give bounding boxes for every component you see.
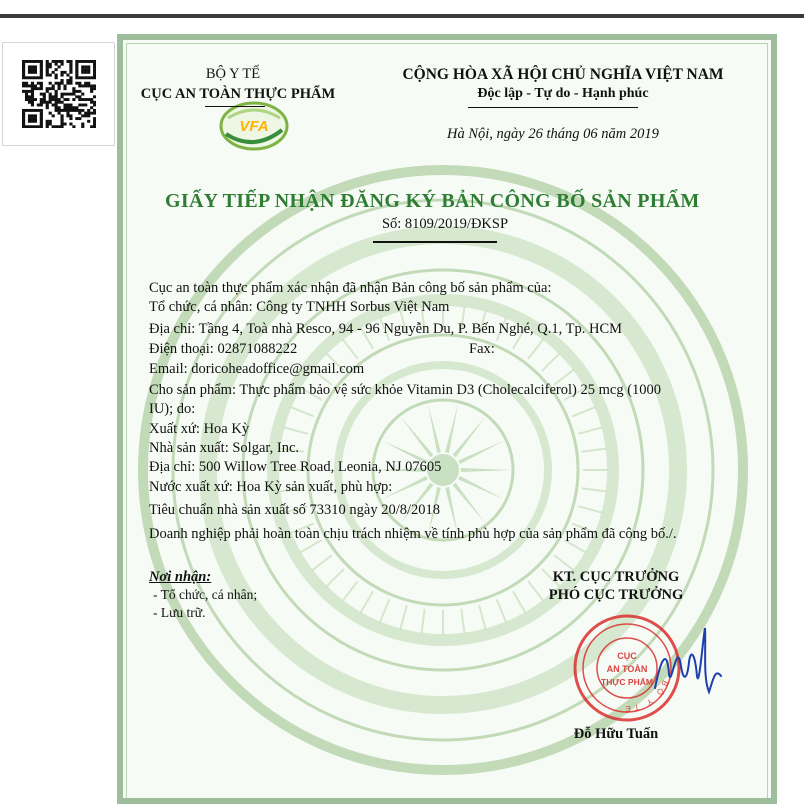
standard-line: Tiêu chuẩn nhà sản xuất số 73310 ngày 20/8/2018 (149, 502, 441, 518)
signer-title-2: PHÓ CỤC TRƯỞNG (548, 587, 684, 603)
manufacturer-line: Nhà sản xuất: Solgar, Inc. (149, 440, 300, 456)
nation-name: CỘNG HÒA XÃ HỘI CHỦ NGHĨA VIỆT NAM (402, 66, 724, 83)
export-country-line: Nước xuất xứ: Hoa Kỳ sản xuất, phù hợp: (149, 479, 393, 495)
stamp-ring-text: BỘ Y TẾ (622, 678, 670, 714)
document-title: GIẤY TIẾP NHẬN ĐĂNG KÝ BẢN CÔNG BỐ SẢN PHẨM (165, 190, 700, 212)
right-header-rule (468, 107, 638, 108)
product-line-1: Cho sản phẩm: Thực phẩm bảo vệ sức khỏe Vitamin D3 (Cholecalciferol) 25 mcg (1000 (149, 382, 662, 398)
organization-line: Tổ chức, cá nhân: Công ty TNHH Sorbus Việt Nam (149, 299, 450, 315)
logo-text: VFA (239, 118, 269, 135)
title-rule (373, 241, 497, 243)
qr-code-card[interactable] (2, 42, 115, 146)
department-name: CỤC AN TOÀN THỰC PHẨM (140, 86, 336, 102)
place-date: Hà Nội, ngày 26 tháng 06 năm 2019 (447, 126, 659, 142)
origin-line: Xuất xứ: Hoa Kỳ (149, 421, 250, 437)
registration-number: Số: 8109/2019/ĐKSP (381, 216, 509, 232)
responsibility-line: Doanh nghiệp phải hoàn toàn chịu trách nhiệm về tính phù hợp của sản phẩm đã công bố./. (149, 526, 677, 542)
vfa-logo-icon (218, 100, 290, 152)
recipients-heading: Nơi nhận: (149, 569, 212, 585)
product-line-2: IU); do: (149, 401, 196, 417)
national-motto: Độc lập - Tự do - Hạnh phúc (477, 86, 649, 101)
recipient-item: - Tổ chức, cá nhân; (153, 587, 258, 602)
recipient-item: - Lưu trữ. (153, 605, 206, 620)
email-line: Email: doricoheadoffice@gmail.com (149, 361, 365, 377)
ministry-name: BỘ Y TẾ (205, 66, 261, 82)
stamp-text-1: CỤC (617, 651, 637, 661)
stamp-text-3: THỰC PHẨM (601, 677, 653, 687)
intro-line: Cục an toàn thực phẩm xác nhận đã nhận Bản công bố sản phẩm của: (149, 280, 552, 296)
qr-code-icon (22, 60, 96, 128)
handwritten-signature-icon (643, 618, 733, 708)
stamp-text-2: AN TOÀN (606, 664, 648, 674)
fax-line: Fax: (469, 341, 495, 357)
phone-line: Điện thoại: 02871088222 (149, 341, 298, 357)
address-line: Địa chỉ: Tầng 4, Toà nhà Resco, 94 - 96 Nguyễn Du, P. Bến Nghé, Q.1, Tp. HCM (149, 321, 623, 337)
signer-name: Đỗ Hữu Tuấn (573, 726, 659, 742)
manufacturer-address-line: Địa chỉ: 500 Willow Tree Road, Leonia, NJ 07605 (149, 459, 442, 475)
top-toolbar-strip (0, 0, 804, 18)
left-header-rule (205, 106, 265, 107)
signer-title-1: KT. CỤC TRƯỞNG (552, 569, 680, 585)
certificate-document (117, 34, 777, 804)
